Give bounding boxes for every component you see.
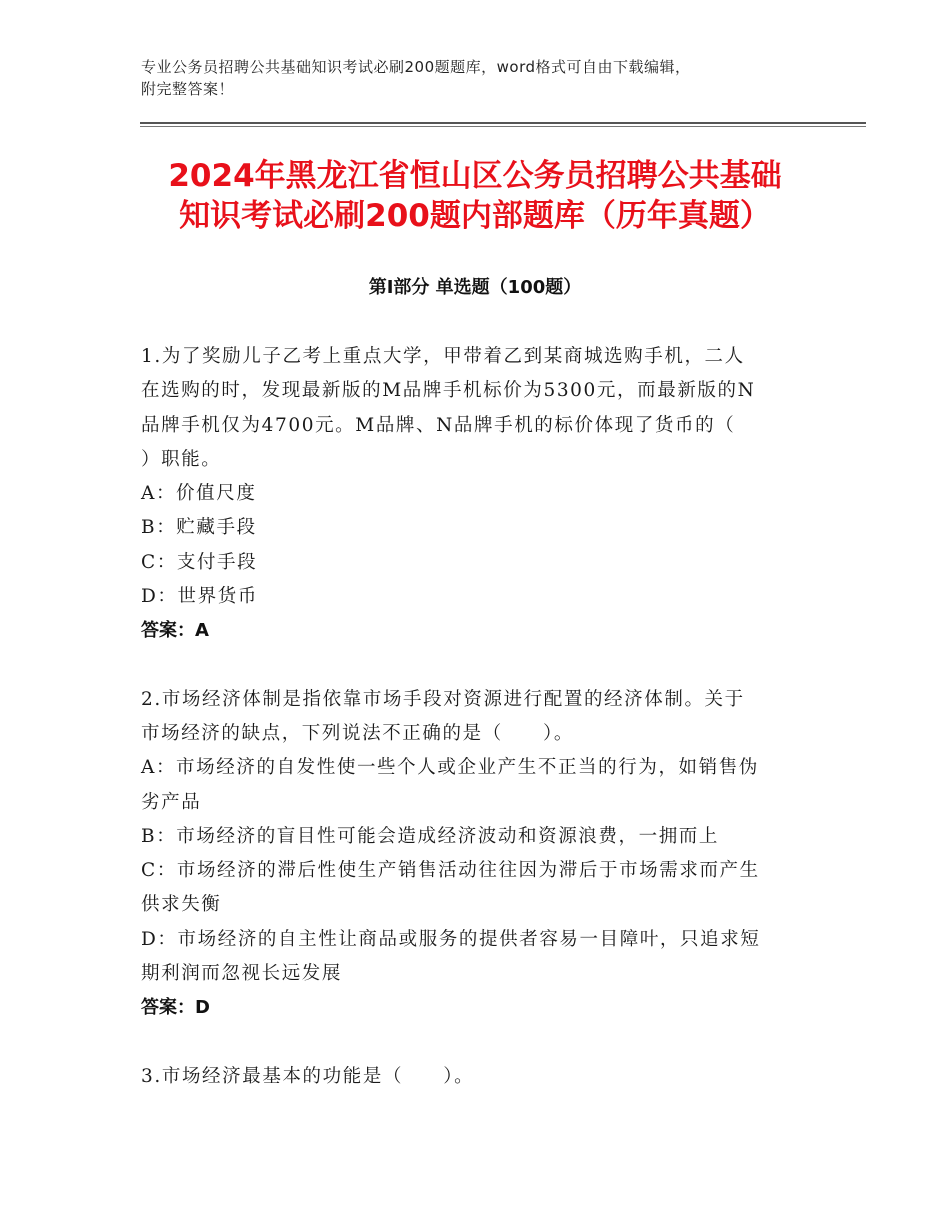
question-stem-line: 品牌手机仅为4700元。M品牌、N品牌手机的标价体现了货币的（ [141, 414, 736, 436]
question-list [141, 340, 813, 1128]
question-stem-line: 3.市场经济最基本的功能是（ ）。 [141, 1065, 475, 1087]
option-d: D：世界货币 [141, 586, 258, 608]
question-stem-line: 市场经济的缺点，下列说法不正确的是（ ）。 [141, 722, 574, 744]
section-title: 第I部分 单选题（100题） [368, 277, 582, 298]
option-c: C：支付手段 [141, 551, 258, 573]
header-note [141, 56, 821, 100]
question-stem-line: 2.市场经济体制是指依靠市场手段对资源进行配置的经济体制。关于 [141, 688, 745, 710]
option-b-line: B：市场经济的盲目性可能会造成经济波动和资源浪费，一拥而上 [141, 825, 719, 847]
question-stem-line: 在选购的时，发现最新版的M品牌手机标价为5300元，而最新版的N [141, 380, 756, 402]
header-note-line-2: 附完整答案！ [141, 80, 235, 98]
question-3 [141, 1060, 813, 1094]
document-title [120, 156, 830, 236]
question-1 [141, 340, 813, 649]
document-title-line-2: 知识考试必刷200题内部题库（历年真题） [179, 198, 771, 234]
header-note-line-1: 专业公务员招聘公共基础知识考试必刷200题题库，word格式可自由下载编辑， [141, 58, 691, 76]
document-title-line-1: 2024年黑龙江省恒山区公务员招聘公共基础 [168, 158, 782, 194]
question-2 [141, 683, 813, 1026]
header-rule-thick [140, 122, 866, 124]
option-a-line: A：市场经济的自发性使一些个人或企业产生不正当的行为，如销售伪 [141, 757, 759, 779]
option-d-line: D：市场经济的自主性让商品或服务的提供者容易一目障叶，只追求短 [141, 928, 761, 950]
option-b: B：贮藏手段 [141, 517, 257, 539]
answer-label: 答案：A [141, 620, 209, 642]
option-c-line: C：市场经济的滞后性使生产销售活动往往因为滞后于市场需求而产生 [141, 860, 760, 882]
question-stem-line: ）职能。 [141, 448, 222, 470]
option-a-line: 劣产品 [141, 791, 202, 813]
option-a: A：价值尺度 [141, 483, 257, 505]
option-c-line: 供求失衡 [141, 894, 222, 916]
question-stem-line: 1.为了奖励儿子乙考上重点大学，甲带着乙到某商城选购手机，二人 [141, 346, 745, 367]
option-d-line: 期利润而忽视长远发展 [141, 963, 343, 985]
answer-label: 答案：D [141, 997, 210, 1019]
header-rule-thin [140, 126, 866, 127]
